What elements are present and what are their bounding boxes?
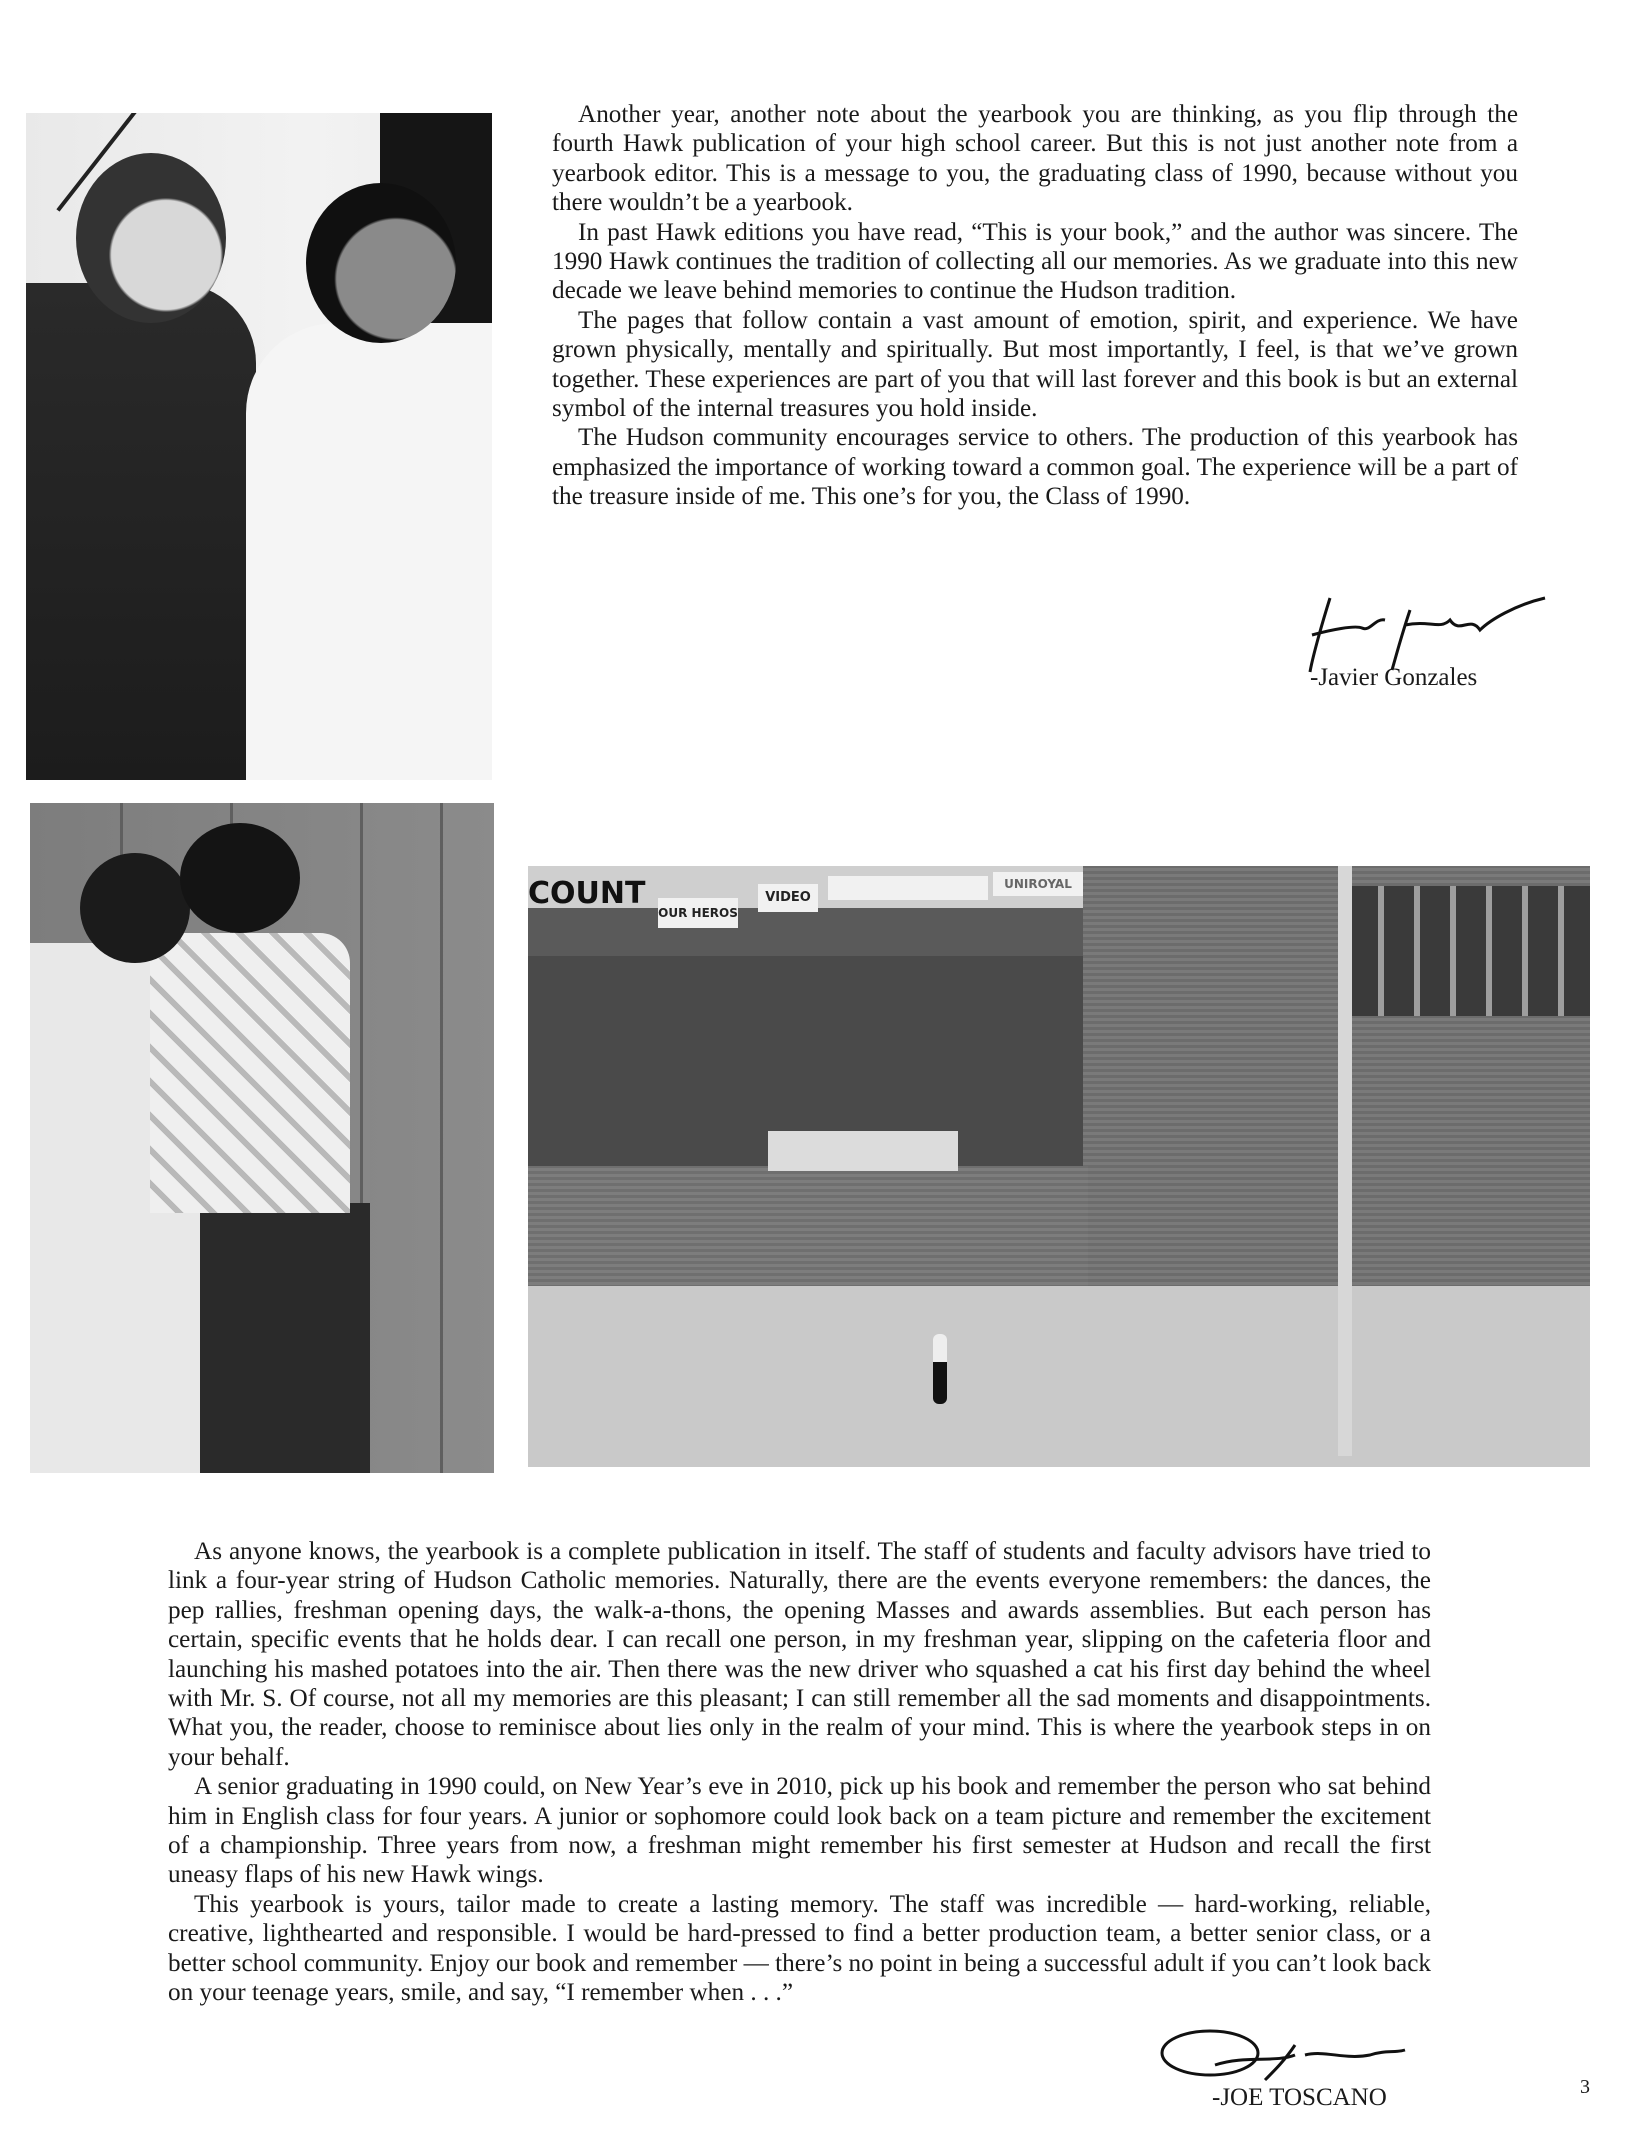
- paragraph: Another year, another note about the yearbook you are thinking, as you flip through the fourth Hawk publication of your high school career. But this is not just another note from a yearbook editor. This is a message to you, the graduating class of 1990, because without you there wouldn’t be a yearbook.: [552, 101, 1518, 217]
- storefront-sign: [828, 876, 988, 900]
- page-number: 3: [1580, 2076, 1590, 2098]
- photo-brick-wall: [528, 1166, 1088, 1306]
- photo-gate-canopy: [768, 1131, 958, 1171]
- photo-campus-street: [528, 866, 1590, 1467]
- locker: [440, 803, 443, 1473]
- storefront-sign: OUR HEROS: [658, 898, 738, 928]
- photo-figure: [150, 933, 350, 1213]
- photo-figure-head: [180, 823, 300, 933]
- photo-plaza: [528, 1286, 1590, 1467]
- photo-figure-head: [80, 853, 190, 963]
- editor-note-joe: [168, 1537, 1431, 2008]
- paragraph: The Hudson community encourages service to others. The production of this yearbook has emphasized the importance of working toward a common goal. The experience will be a part of the treasure inside of me. This one’s for you, the Class of 1990.: [552, 424, 1518, 511]
- photo-figure: [246, 323, 492, 780]
- photo-figure: [26, 283, 256, 780]
- photo-windows: [1348, 886, 1590, 1016]
- byline-javier: -Javier Gonzales: [1310, 664, 1478, 691]
- paragraph: A senior graduating in 1990 could, on New Year’s eve in 2010, pick up his book and remember the person who sat behind him in English class for four years. A junior or sophomore could look back on a team picture and remember the excitement of a championship. Three years from now, a freshman might remember his first semester at Hudson and recall the first uneasy flaps of his new Hawk wings.: [168, 1773, 1431, 1889]
- storefront-sign: UNIROYAL: [993, 872, 1083, 896]
- byline-joe: -JOE TOSCANO: [1212, 2084, 1387, 2111]
- photo-figure-head: [306, 183, 456, 343]
- photo-figure: [933, 1334, 947, 1404]
- photo-figure-head: [76, 153, 226, 323]
- paragraph: In past Hawk editions you have read, “This is your book,” and the author was sincere. The 1990 Hawk continues the tradition of collecting all our memories. As we graduate into this new decade we leave behind memories to continue the Hudson tradition.: [552, 218, 1518, 305]
- storefront-sign: COUNT: [528, 876, 646, 911]
- photo-flagpole: [1338, 866, 1352, 1456]
- storefront-sign: VIDEO: [758, 884, 818, 912]
- photo-two-students: [26, 113, 492, 780]
- paragraph: As anyone knows, the yearbook is a complete publication in itself. The staff of students and faculty advisors have tried to link a four-year string of Hudson Catholic memories. Naturally, there are the events everyone remembers: the dances, the pep rallies, freshman opening days, the walk-a-thons, the opening Masses and awards assemblies. But each person has certain, specific events that he holds dear. I can recall one person, in my freshman year, slipping on the cafeteria floor and launching his mashed potatoes into the air. Then there was the new driver who squashed a cat his first day behind the wheel with Mr. S. Of course, not all my memories are this pleasant; I can still remember all the sad moments and disappointments. What you, the reader, choose to reminisce about lies only in the realm of your mind. This is where the yearbook steps in on your behalf.: [168, 1538, 1431, 1771]
- paragraph: This yearbook is yours, tailor made to create a lasting memory. The staff was incredible — hard-working, reliable, creative, lighthearted and responsible. I would be hard-pressed to find a better production team, a better senior class, or a better school community. Enjoy our book and remember — there’s no point in being a successful adult if you can’t look back on your teenage years, smile, and say, “I remember when . . .”: [168, 1890, 1431, 2007]
- editor-note-javier: [552, 100, 1518, 512]
- paragraph: The pages that follow contain a vast amount of emotion, spirit, and experience. We have grown physically, mentally and spiritually. But most importantly, I feel, is that we’ve grown together. These experiences are part of you that will last forever and this book is but an external symbol of the internal treasures you hold inside.: [552, 306, 1518, 423]
- photo-figure: [170, 1203, 370, 1473]
- photo-lockers: [30, 803, 494, 1473]
